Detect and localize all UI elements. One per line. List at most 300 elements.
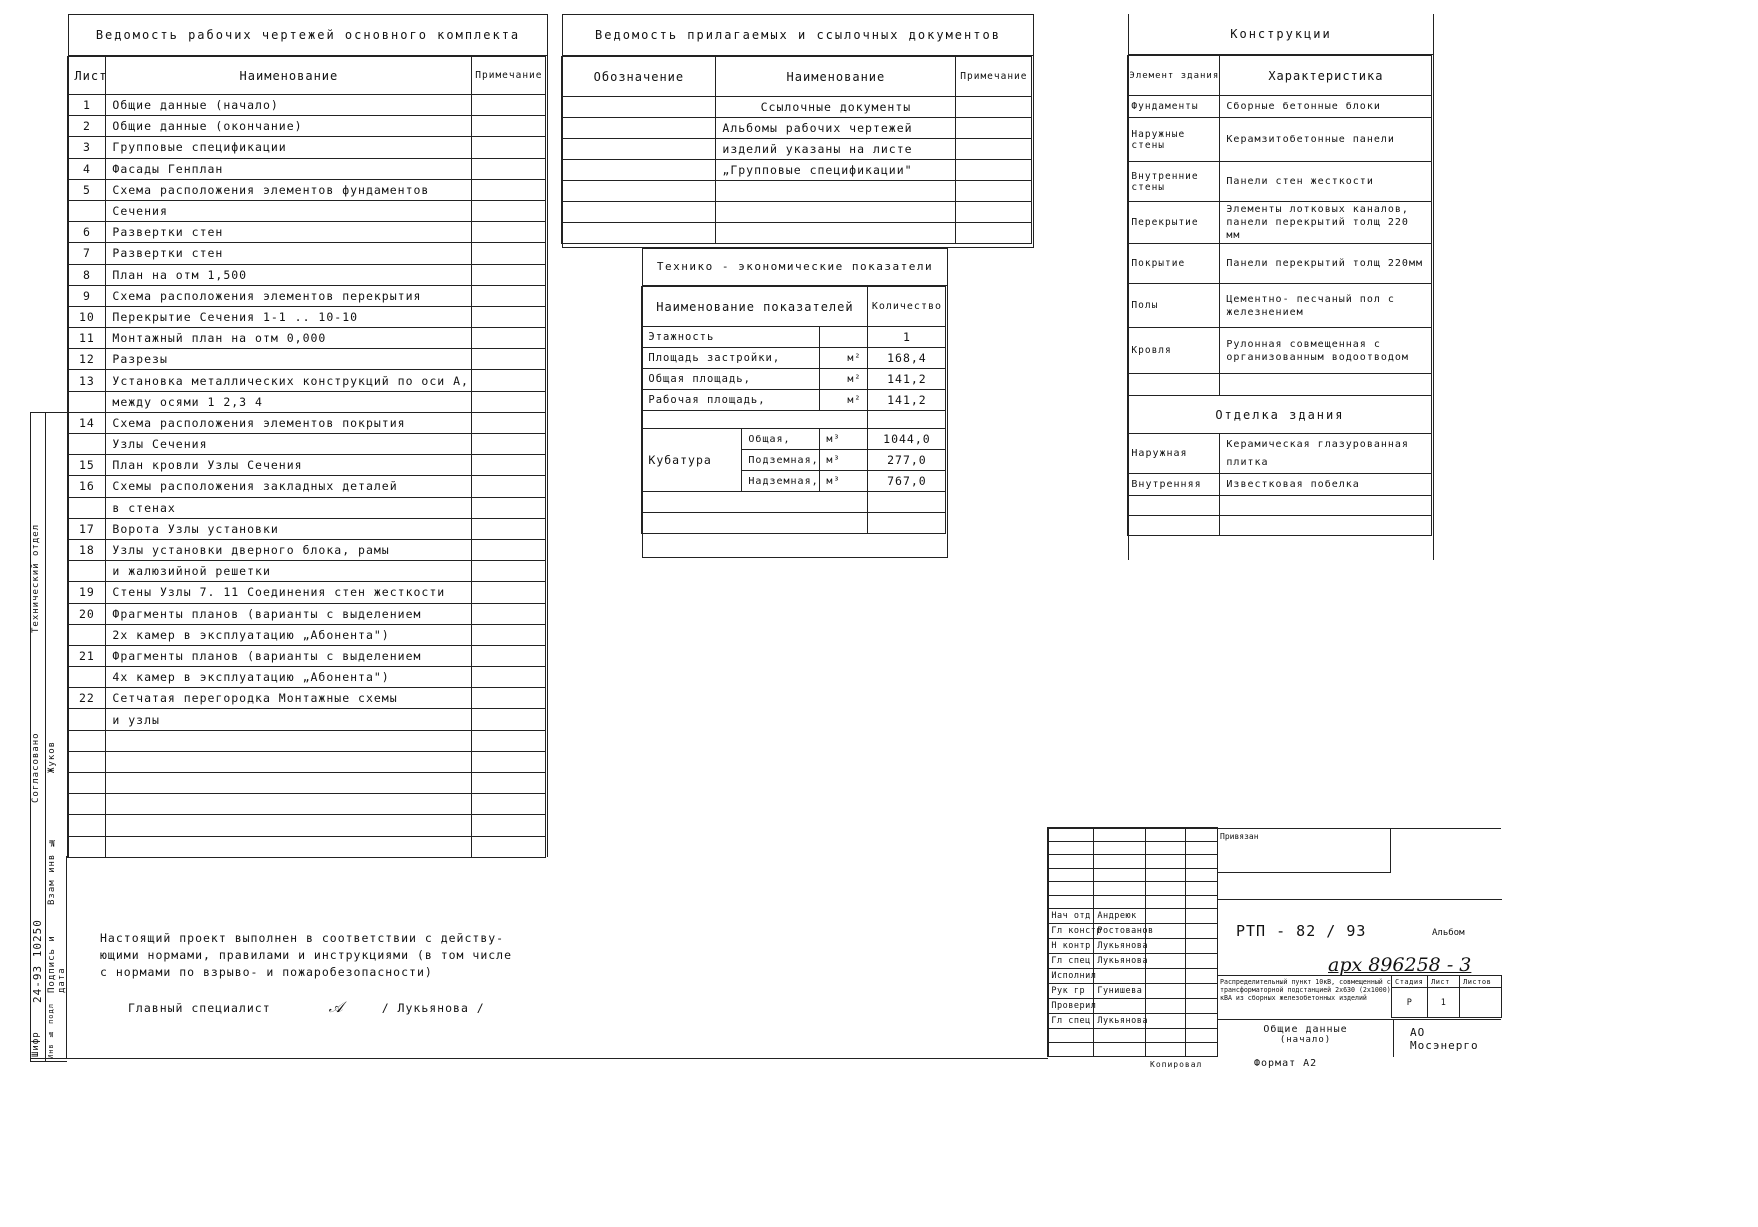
sheet-number: 6 (68, 222, 106, 243)
sheet-name: Перекрытие Сечения 1-1 .. 10-10 (106, 306, 472, 327)
cons-char: Панели стен жесткости (1220, 162, 1432, 202)
code-cell (1217, 899, 1502, 976)
table-row (68, 645, 546, 666)
staff-role: Гл спец (1048, 1014, 1094, 1029)
side-dept: Технический отдел (31, 523, 41, 633)
finish-title-row (1128, 396, 1432, 434)
frame-bottom (30, 1058, 1048, 1059)
te-vol-unit: м³ (820, 471, 868, 492)
table-row (1128, 118, 1432, 162)
sheet-note (472, 667, 546, 688)
sheet-name: Узлы установки дверного блока, рамы (106, 539, 472, 560)
constructions-title: Конструкции (1129, 14, 1433, 55)
table-row (68, 349, 546, 370)
sheet-value: 1 (1428, 988, 1460, 1018)
table-row (68, 539, 546, 560)
staff-role: Нач отд (1048, 909, 1094, 924)
sheets-list-frame (68, 14, 548, 857)
cons-element: Наружные стены (1128, 118, 1220, 162)
compliance-note (100, 930, 512, 981)
table-row (68, 264, 546, 285)
sheet-number: 9 (68, 285, 106, 306)
sheet-name: Монтажный план на отм 0,000 (106, 328, 472, 349)
tech-econ-title: Технико - экономические показатели (643, 249, 947, 286)
table-row (642, 429, 946, 450)
tech-econ-frame (642, 248, 948, 558)
side-agreed: Согласовано (31, 732, 41, 803)
sheet-name: Фрагменты планов (варианты с выделением (106, 645, 472, 666)
empty-row (1048, 882, 1218, 896)
sheet-number: 19 (68, 582, 106, 603)
sheet-note (472, 306, 546, 327)
sheets-list-table (67, 56, 546, 858)
project-code: РТП - 82 / 93 (1236, 922, 1367, 940)
cons-element: Кровля (1128, 328, 1220, 374)
sheet-number: 20 (68, 603, 106, 624)
empty-row (562, 202, 1032, 223)
table-row (68, 179, 546, 200)
note-line-2: ющими нормами, правилами и инструкциями (в том числе (100, 948, 513, 962)
sheet-note (472, 158, 546, 179)
sheet-note (472, 391, 546, 412)
note-line-3: с нормами по взрыво- и пожаробезопасности) (100, 965, 433, 979)
cons-char: Цементно- песчаный пол с железнением (1220, 284, 1432, 328)
finish-element: Наружная (1128, 434, 1220, 474)
sheet-name: и жалюзийной решетки (106, 561, 472, 582)
staff-role: Проверил (1048, 999, 1094, 1014)
table-row (68, 285, 546, 306)
table-row (642, 390, 946, 411)
table-row (562, 160, 1032, 181)
staff-signature (1146, 1014, 1186, 1029)
side-person: Жуков (47, 740, 57, 773)
sheet-number: 4 (68, 158, 106, 179)
table-row (1128, 244, 1432, 284)
title-block-staff (1047, 827, 1218, 1057)
ref-col-note: Примечание (956, 57, 1032, 97)
col-sheet-header: Лист (68, 57, 106, 95)
sheet-number (68, 709, 106, 730)
sheet-note (472, 264, 546, 285)
finish-element: Внутренняя (1128, 474, 1220, 496)
sheet-note (472, 539, 546, 560)
te-vol-unit: м³ (820, 450, 868, 471)
table-row (642, 348, 946, 369)
table-row (1128, 434, 1432, 474)
sheet-number (68, 624, 106, 645)
cons-char: Сборные бетонные блоки (1220, 96, 1432, 118)
sheet-name: Разрезы (106, 349, 472, 370)
sheet-note (472, 285, 546, 306)
sheet-name: План на отм 1,500 (106, 264, 472, 285)
project-desc-cell (1217, 975, 1393, 1019)
sheet-name: Развертки стен (106, 243, 472, 264)
te-vol-value: 277,0 (868, 450, 946, 471)
te-value: 168,4 (868, 348, 946, 369)
stage-header: Стадия (1392, 976, 1428, 988)
bound-cell (1217, 829, 1391, 873)
finish-title: Отделка здания (1128, 396, 1432, 434)
sheet-number (68, 497, 106, 518)
staff-signature (1146, 999, 1186, 1014)
sheet-note (472, 95, 546, 116)
te-name: Площадь застройки, (642, 348, 820, 369)
sheet-note (472, 179, 546, 200)
staff-role: Гл спец (1048, 954, 1094, 969)
sheet-header: Лист (1428, 976, 1460, 988)
table-row (68, 455, 546, 476)
table-row (642, 327, 946, 348)
sheet-title: Общие данные (1263, 1024, 1348, 1035)
note-line-1: Настоящий проект выполнен в соответствии с действу- (100, 931, 505, 945)
sheet-name: Схема расположения элементов фундаментов (106, 179, 472, 200)
sheet-note (472, 624, 546, 645)
table-row (1128, 96, 1432, 118)
empty-row (68, 751, 546, 772)
table-row (68, 497, 546, 518)
table-row (68, 158, 546, 179)
sheet-name: между осями 1 2,3 4 (106, 391, 472, 412)
te-value: 141,2 (868, 369, 946, 390)
sheet-note (472, 582, 546, 603)
cons-element: Полы (1128, 284, 1220, 328)
sheet-name: 2х камер в эксплуатацию „Абонента") (106, 624, 472, 645)
sheet-number: 16 (68, 476, 106, 497)
sheet-number: 17 (68, 518, 106, 539)
finish-char: Керамическая глазурованная плитка (1220, 434, 1432, 474)
te-name: Этажность (642, 327, 820, 348)
empty-row (68, 773, 546, 794)
finish-char: Известковая побелка (1220, 474, 1432, 496)
cons-char: Керамзитобетонные панели (1220, 118, 1432, 162)
staff-role: Исполнил (1048, 969, 1094, 984)
table-row (1128, 328, 1432, 374)
empty-row (1048, 828, 1218, 842)
copied-text: Копировал (1150, 1060, 1203, 1069)
project-desc: Распределительный пункт 10кВ, совмещенный с трансформаторной подстанцией 2х630 (2х1000) кВА из сборных железобетонных изделий (1220, 978, 1391, 1002)
cons-element: Перекрытие (1128, 202, 1220, 244)
table-row (68, 137, 546, 158)
sheet-name: Узлы Сечения (106, 434, 472, 455)
sheet-number: 21 (68, 645, 106, 666)
te-name: Общая площадь, (642, 369, 820, 390)
staff-row (1048, 1014, 1218, 1029)
sheet-note (472, 434, 546, 455)
sheet-note (472, 222, 546, 243)
sheet-subtitle: (начало) (1279, 1035, 1332, 1045)
table-row (68, 624, 546, 645)
te-value: 1 (868, 327, 946, 348)
sheet-name: Установка металлических конструкций по оси А, (106, 370, 472, 391)
staff-name: Лукьянова (1094, 939, 1146, 954)
staff-signature (1146, 954, 1186, 969)
copied-label (1150, 1060, 1202, 1069)
sheet-number: 11 (68, 328, 106, 349)
sheet-name: План кровли Узлы Сечения (106, 455, 472, 476)
table-row (562, 97, 1032, 118)
sheet-note (472, 200, 546, 221)
table-row (68, 709, 546, 730)
archive-number: арх 896258 - 3 (1328, 954, 1472, 976)
staff-name (1094, 969, 1146, 984)
sheet-note (472, 137, 546, 158)
sheet-note (472, 518, 546, 539)
signer-role: Главный специалист (128, 1001, 271, 1015)
sheet-number: 10 (68, 306, 106, 327)
sheet-name: Развертки стен (106, 222, 472, 243)
sheet-number: 14 (68, 412, 106, 433)
side-replace: Взам инв № (47, 836, 57, 905)
empty-row (68, 836, 546, 857)
cons-element: Фундаменты (1128, 96, 1220, 118)
sheets-header: Листов (1460, 976, 1502, 988)
cons-col-char: Характеристика (1220, 56, 1432, 96)
ref-col-name: Наименование (716, 57, 956, 97)
sheet-number: 15 (68, 455, 106, 476)
sheet-note (472, 603, 546, 624)
staff-signature (1146, 984, 1186, 999)
te-vol-name: Надземная, (742, 471, 820, 492)
constructions-frame (1128, 14, 1434, 560)
sheet-note (472, 455, 546, 476)
staff-row (1048, 939, 1218, 954)
title-block (1048, 828, 1501, 1057)
sheet-name: Сетчатая перегородка Монтажные схемы (106, 688, 472, 709)
table-row (562, 139, 1032, 160)
sheet-note (472, 561, 546, 582)
table-row (1128, 474, 1432, 496)
bound-label: Привязан (1220, 832, 1259, 841)
table-row (1128, 162, 1432, 202)
sheet-note (472, 645, 546, 666)
sheet-title-cell (1217, 1019, 1393, 1057)
staff-role: Гл констр (1048, 924, 1094, 939)
signature-mark: 𝒜 (328, 998, 344, 1016)
stage-table (1391, 975, 1502, 1018)
te-vol-value: 1044,0 (868, 429, 946, 450)
cons-char: Элементы лотковых каналов, панели перекрытий толщ 220 мм (1220, 202, 1432, 244)
staff-role: Рук гр (1048, 984, 1094, 999)
table-row (68, 370, 546, 391)
sheet-name: в стенах (106, 497, 472, 518)
ref-col-code: Обозначение (562, 57, 716, 97)
empty-row (562, 181, 1032, 202)
sheet-name: Ворота Узлы установки (106, 518, 472, 539)
ref-docs-title: Ведомость прилагаемых и ссылочных документов (563, 15, 1033, 56)
sheet-note (472, 688, 546, 709)
col-name-header: Наименование (106, 57, 472, 95)
empty-row (1128, 496, 1432, 516)
table-row (562, 118, 1032, 139)
side-inv-no: 24-93 10250 (31, 919, 44, 1003)
frame-left (66, 856, 67, 1058)
empty-row (1128, 516, 1432, 536)
sheet-name: и узлы (106, 709, 472, 730)
staff-row (1048, 984, 1218, 999)
table-row (68, 561, 546, 582)
table-row (642, 369, 946, 390)
table-row (68, 476, 546, 497)
te-unit (820, 327, 868, 348)
sheet-note (472, 328, 546, 349)
table-row (68, 95, 546, 116)
sheet-number (68, 434, 106, 455)
sheet-name: Стены Узлы 7. 11 Соединения стен жесткости (106, 582, 472, 603)
te-vol-unit: м³ (820, 429, 868, 450)
sheet-number: 3 (68, 137, 106, 158)
te-col-name: Наименование показателей (642, 287, 868, 327)
sheet-number: 2 (68, 116, 106, 137)
staff-name: Лукьянова (1094, 1014, 1146, 1029)
empty-row (562, 223, 1032, 244)
empty-row (642, 411, 946, 429)
side-sign-date: Подпись и дата (47, 935, 67, 993)
sheet-name: Схема расположения элементов покрытия (106, 412, 472, 433)
sheet-name: Сечения (106, 200, 472, 221)
table-row (68, 434, 546, 455)
sheet-number (68, 391, 106, 412)
te-vol-name: Общая, (742, 429, 820, 450)
te-value: 141,2 (868, 390, 946, 411)
empty-row (68, 730, 546, 751)
table-row (68, 603, 546, 624)
sheet-name: Групповые спецификации (106, 137, 472, 158)
constructions-table (1127, 55, 1432, 536)
staff-signature (1146, 969, 1186, 984)
table-row (68, 116, 546, 137)
table-row (1128, 202, 1432, 244)
sheet-number: 18 (68, 539, 106, 560)
ref-line: изделий указаны на листе (716, 139, 956, 160)
table-row (68, 582, 546, 603)
te-volume-label: Кубатура (642, 429, 742, 492)
sheet-name: Схемы расположения закладных деталей (106, 476, 472, 497)
te-name: Рабочая площадь, (642, 390, 820, 411)
te-unit: м² (820, 390, 868, 411)
empty-row (642, 513, 946, 534)
staff-row (1048, 999, 1218, 1014)
sheet-number: 8 (68, 264, 106, 285)
empty-row (642, 492, 946, 513)
empty-row (68, 794, 546, 815)
org-cell (1393, 1019, 1501, 1057)
sheet-name: 4х камер в эксплуатацию „Абонента") (106, 667, 472, 688)
empty-row (1048, 841, 1218, 855)
chief-specialist-line (128, 998, 485, 1016)
sheet-number: 5 (68, 179, 106, 200)
sheet-note (472, 349, 546, 370)
te-col-qty: Количество (868, 287, 946, 327)
sheet-number (68, 200, 106, 221)
sheets-value (1460, 988, 1502, 1018)
stage-value: Р (1392, 988, 1428, 1018)
cons-element: Покрытие (1128, 244, 1220, 284)
album-label: Альбом (1432, 928, 1465, 938)
te-vol-value: 767,0 (868, 471, 946, 492)
table-row (68, 243, 546, 264)
empty-row (1048, 868, 1218, 882)
sheet-note (472, 370, 546, 391)
empty-row (68, 815, 546, 836)
cons-char: Панели перекрытий толщ 220мм (1220, 244, 1432, 284)
empty-row (1048, 895, 1218, 909)
staff-row (1048, 969, 1218, 984)
table-row (68, 412, 546, 433)
cons-element: Внутренние стены (1128, 162, 1220, 202)
table-row (68, 391, 546, 412)
sheet-name: Фасады Генплан (106, 158, 472, 179)
sheets-list-title: Ведомость рабочих чертежей основного комплекта (69, 15, 547, 56)
sheet-number: 13 (68, 370, 106, 391)
tech-econ-table (641, 286, 946, 534)
staff-signature (1146, 909, 1186, 924)
cons-char: Рулонная совмещенная с организованным водоотводом (1220, 328, 1432, 374)
cons-col-element: Элемент здания (1128, 56, 1220, 96)
ref-line: Ссылочные документы (716, 97, 956, 118)
ref-docs-table (561, 56, 1032, 244)
side-sheet: Шифр (31, 1031, 41, 1057)
sheet-name: Общие данные (окончание) (106, 116, 472, 137)
sheet-name: Фрагменты планов (варианты с выделением (106, 603, 472, 624)
empty-row (1048, 855, 1218, 869)
table-row (68, 200, 546, 221)
side-stamp (30, 412, 67, 1062)
col-note-header: Примечание (472, 57, 546, 95)
ref-docs-frame (562, 14, 1034, 248)
sheet-note (472, 709, 546, 730)
table-row (68, 222, 546, 243)
staff-name: Гунишева (1094, 984, 1146, 999)
signer-name: / Лукьянова / (381, 1001, 485, 1015)
staff-name: Ростованов (1094, 924, 1146, 939)
empty-row (1048, 1029, 1218, 1043)
sheet-note (472, 116, 546, 137)
table-row (68, 306, 546, 327)
sheet-number (68, 561, 106, 582)
sheet-number: 1 (68, 95, 106, 116)
table-row (68, 667, 546, 688)
sheet-number (68, 667, 106, 688)
side-inv: Инв № подл (47, 1003, 55, 1059)
sheet-note (472, 497, 546, 518)
sheet-note (472, 243, 546, 264)
te-vol-name: Подземная, (742, 450, 820, 471)
staff-name (1094, 999, 1146, 1014)
sheet-number: 12 (68, 349, 106, 370)
empty-row (1048, 1043, 1218, 1057)
ref-line: Альбомы рабочих чертежей (716, 118, 956, 139)
sheet-name: Схема расположения элементов перекрытия (106, 285, 472, 306)
side-stamp-divider (45, 413, 46, 1061)
staff-signature (1146, 939, 1186, 954)
sheet-number: 7 (68, 243, 106, 264)
sheet-note (472, 412, 546, 433)
te-unit: м² (820, 348, 868, 369)
table-row (68, 688, 546, 709)
empty-row (1128, 374, 1432, 396)
staff-row (1048, 924, 1218, 939)
org-name: АО Мосэнерго (1410, 1026, 1479, 1052)
sheet-name: Общие данные (начало) (106, 95, 472, 116)
format-label: Формат А2 (1254, 1058, 1318, 1069)
table-row (68, 518, 546, 539)
staff-row (1048, 909, 1218, 924)
staff-row (1048, 954, 1218, 969)
sheet-note (472, 476, 546, 497)
table-row (1128, 284, 1432, 328)
staff-role: Н контр (1048, 939, 1094, 954)
sheet-number: 22 (68, 688, 106, 709)
